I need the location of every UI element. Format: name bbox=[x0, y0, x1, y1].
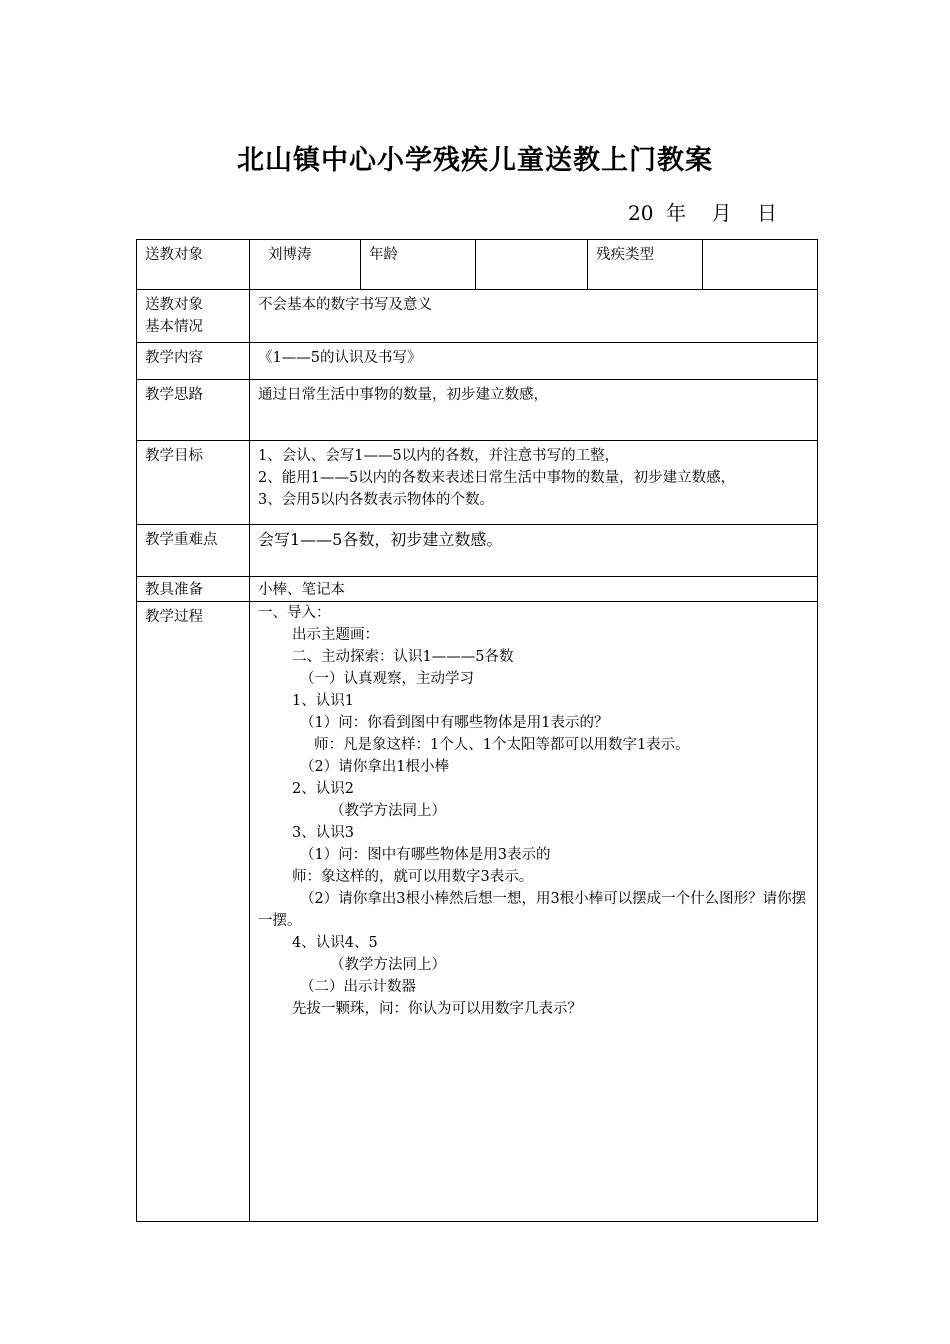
content-value: 《1——5的认识及书写》 bbox=[250, 343, 818, 380]
process-line: 师：象这样的，就可以用数字3表示。 bbox=[292, 869, 534, 885]
row-approach bbox=[137, 380, 818, 441]
process-line: （1）问：图中有哪些物体是用3表示的 bbox=[300, 847, 551, 863]
process-line: （教学方法同上） bbox=[330, 803, 446, 819]
row-background bbox=[137, 290, 818, 343]
student-label: 送教对象 bbox=[137, 240, 250, 290]
date-line: 20 年 月 日 bbox=[628, 201, 778, 225]
process-line: 二、主动探索：认识1———5各数 bbox=[292, 649, 514, 665]
student-name-text: 刘博涛 bbox=[268, 247, 312, 263]
lesson-plan-table bbox=[136, 239, 818, 1222]
background-label-line1: 送教对象 bbox=[145, 297, 203, 313]
row-content bbox=[137, 343, 818, 380]
disability-label: 残疾类型 bbox=[588, 240, 703, 290]
approach-value: 通过日常生活中事物的数量，初步建立数感， bbox=[250, 380, 818, 441]
process-line: 3、认识3 bbox=[292, 825, 354, 841]
process-line: 先拔一颗珠，问：你认为可以用数字几表示？ bbox=[292, 1001, 582, 1017]
row-key-points bbox=[137, 525, 818, 577]
age-value bbox=[476, 240, 588, 290]
process-line: 1、认识1 bbox=[292, 693, 354, 709]
background-value: 不会基本的数字书写及意义 bbox=[250, 290, 818, 343]
row-objectives bbox=[137, 441, 818, 525]
objective-line: 1、会认、会写1——5以内的各数，并注意书写的工整， bbox=[258, 448, 620, 464]
materials-label: 教具准备 bbox=[137, 577, 250, 602]
objectives-label: 教学目标 bbox=[137, 441, 250, 525]
background-label bbox=[137, 290, 250, 343]
age-label: 年龄 bbox=[361, 240, 476, 290]
approach-label: 教学思路 bbox=[137, 380, 250, 441]
process-line: （教学方法同上） bbox=[330, 957, 446, 973]
key-points-label: 教学重难点 bbox=[137, 525, 250, 577]
process-line: 4、认识4、5 bbox=[292, 935, 378, 951]
objective-line: 2、能用1——5以内的各数来表述日常生活中事物的数量，初步建立数感， bbox=[258, 470, 736, 486]
process-line: （二）出示计数器 bbox=[300, 979, 416, 995]
process-line: （1）问：你看到图中有哪些物体是用1表示的？ bbox=[300, 715, 609, 731]
objectives-value bbox=[250, 441, 818, 525]
process-line: （2）请你拿出1根小棒 bbox=[300, 759, 449, 775]
process-line: 一、导入： bbox=[258, 605, 331, 621]
process-line: 出示主题画： bbox=[292, 627, 379, 643]
objective-line: 3、会用5以内各数表示物体的个数。 bbox=[258, 492, 494, 508]
process-label: 教学过程 bbox=[137, 602, 250, 1222]
materials-value: 小棒、笔记本 bbox=[250, 577, 818, 602]
content-label: 教学内容 bbox=[137, 343, 250, 380]
row-materials bbox=[137, 577, 818, 602]
key-points-value: 会写1——5各数，初步建立数感。 bbox=[250, 525, 818, 577]
process-line: （一）认真观察，主动学习 bbox=[300, 671, 474, 687]
process-value bbox=[250, 602, 818, 1222]
background-label-line2: 基本情况 bbox=[145, 319, 203, 335]
row-process bbox=[137, 602, 818, 1222]
page-title: 北山镇中心小学残疾儿童送教上门教案 bbox=[237, 145, 713, 176]
process-line: 2、认识2 bbox=[292, 781, 354, 797]
row-student bbox=[137, 240, 818, 290]
process-line: （2）请你拿出3根小棒然后想一想，用3根小棒可以摆成一个什么图形？请你摆一摆。 bbox=[258, 891, 807, 929]
process-line: 师：凡是象这样：1个人、1个太阳等都可以用数字1表示。 bbox=[314, 737, 690, 753]
student-name bbox=[250, 240, 361, 290]
disability-value bbox=[703, 240, 818, 290]
